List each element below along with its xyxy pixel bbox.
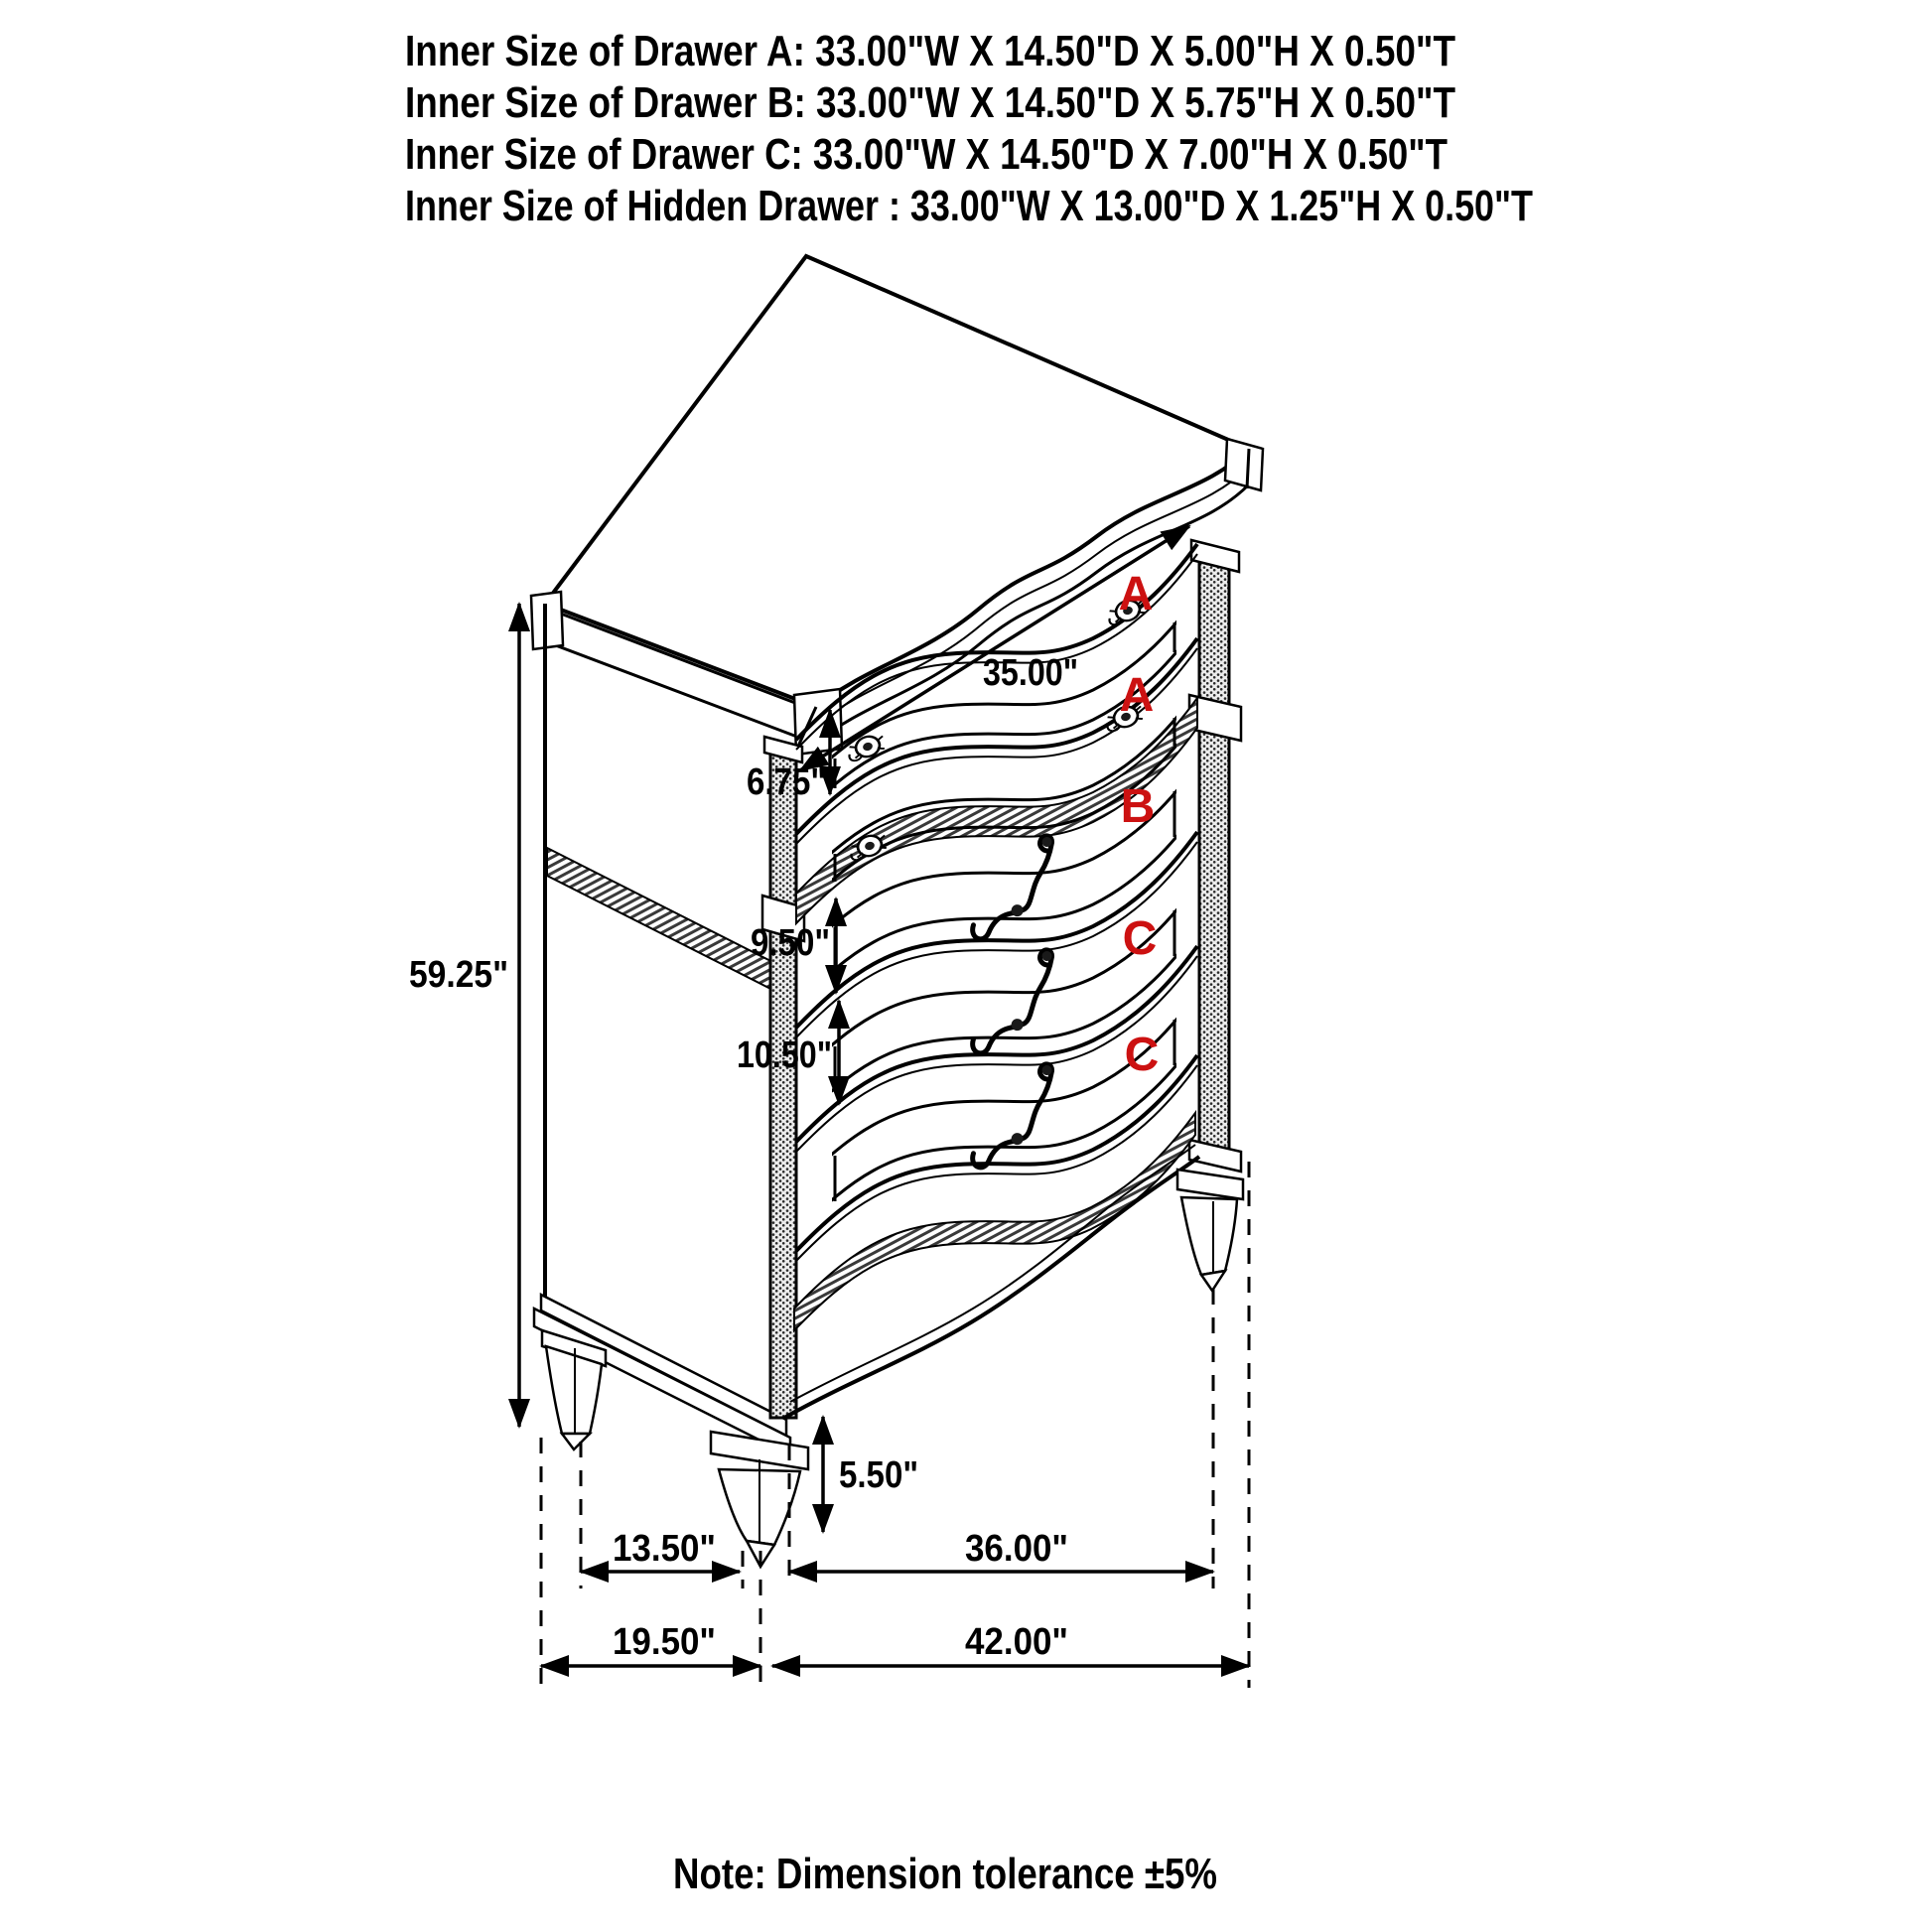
drawer-b-handle [948,834,1077,941]
inner-size-drawer-a-line: Inner Size of Drawer A: 33.00"W X 14.50"D X 5.00"H X 0.50"T [405,27,1456,75]
chest-drawing [531,256,1263,1567]
front-right-leg [1177,1170,1243,1291]
front-right-pilaster [1199,552,1229,1158]
overall-width-label: 42.00" [965,1621,1068,1663]
top-right-corner-cap [1225,439,1263,490]
overall-height-label: 59.25" [409,954,508,996]
drawer-a1-letter: A [1118,568,1154,621]
inner-size-drawer-c-line: Inner Size of Drawer C: 33.00"W X 14.50"D X 7.00"H X 0.50"T [405,130,1449,179]
drawer-c1-letter: C [1122,912,1158,965]
front-leg-span-label: 36.00" [965,1528,1068,1570]
front-center-leg [711,1432,808,1567]
back-left-leg [542,1330,606,1449]
inner-size-drawer-b-line: Inner Size of Drawer B: 33.00"W X 14.50"D X 5.75"H X 0.50"T [405,78,1456,127]
top-front-width-label: 35.00" [983,652,1078,694]
front-left-pilaster [770,751,796,1418]
side-leg-span-label: 13.50" [613,1528,716,1570]
inner-size-hidden-drawer-line: Inner Size of Hidden Drawer : 33.00"W X 13.00"D X 1.25"H X 0.50"T [405,182,1534,230]
drawer-c2-handle [948,1062,1077,1170]
overall-depth-label: 19.50" [613,1621,716,1663]
drawer-c1-handle [948,948,1077,1055]
tolerance-note: Note: Dimension tolerance ±5% [673,1850,1217,1898]
chest-top-surface [545,256,1249,707]
drawer-b-letter: B [1120,780,1156,833]
leg-height-label: 5.50" [839,1454,918,1496]
drawer-b-height-label: 9.50" [751,922,830,964]
drawer-a-height-label: 6.75" [747,761,826,803]
drawer-c2-letter: C [1124,1029,1160,1081]
drawer-c-height-label: 10.50" [737,1035,832,1076]
inner-size-title-block [405,27,1533,230]
drawer-a2-letter: A [1119,669,1155,722]
